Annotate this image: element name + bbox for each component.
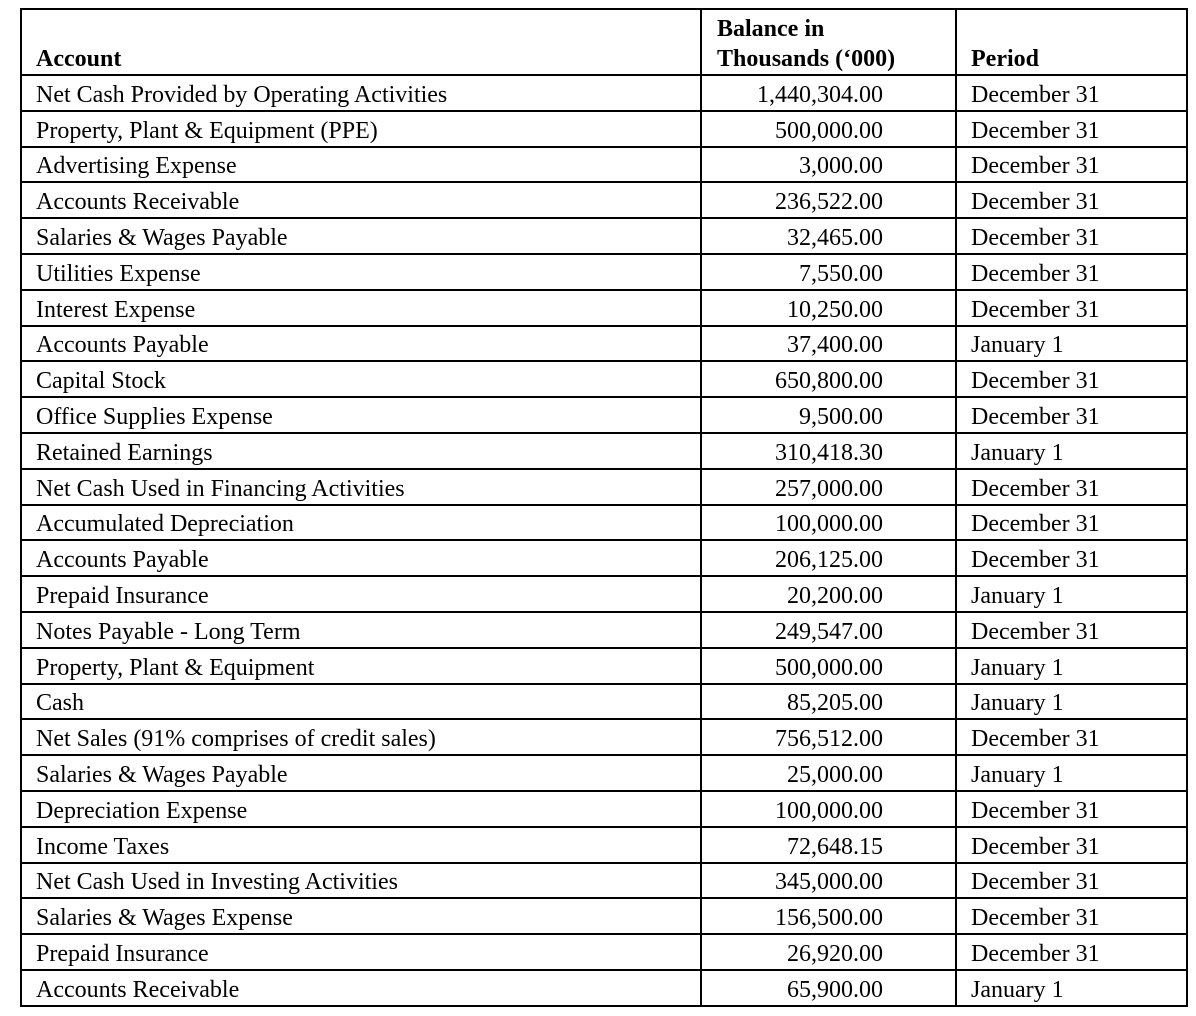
cell-account: Prepaid Insurance — [21, 934, 701, 970]
cell-period: December 31 — [956, 147, 1187, 183]
account-balance-table — [20, 8, 1188, 1007]
table-header-row — [21, 9, 1187, 75]
table-row — [21, 791, 1187, 827]
table-row — [21, 397, 1187, 433]
cell-account: Net Cash Used in Financing Activities — [21, 469, 701, 505]
cell-account: Depreciation Expense — [21, 791, 701, 827]
cell-balance: 756,512.00 — [701, 719, 956, 755]
table-row — [21, 863, 1187, 899]
cell-balance: 156,500.00 — [701, 898, 956, 934]
cell-period: December 31 — [956, 397, 1187, 433]
cell-account: Office Supplies Expense — [21, 397, 701, 433]
cell-period: December 31 — [956, 254, 1187, 290]
cell-balance: 25,000.00 — [701, 755, 956, 791]
cell-balance: 26,920.00 — [701, 934, 956, 970]
cell-account: Property, Plant & Equipment — [21, 648, 701, 684]
cell-account: Salaries & Wages Expense — [21, 898, 701, 934]
cell-account: Notes Payable - Long Term — [21, 612, 701, 648]
cell-period: January 1 — [956, 576, 1187, 612]
cell-period: January 1 — [956, 684, 1187, 720]
cell-balance: 3,000.00 — [701, 147, 956, 183]
table-row — [21, 719, 1187, 755]
cell-period: December 31 — [956, 290, 1187, 326]
cell-period: December 31 — [956, 540, 1187, 576]
cell-period: December 31 — [956, 719, 1187, 755]
cell-balance: 236,522.00 — [701, 182, 956, 218]
table-row — [21, 111, 1187, 147]
header-balance — [701, 9, 956, 75]
cell-balance: 206,125.00 — [701, 540, 956, 576]
cell-period: January 1 — [956, 755, 1187, 791]
cell-account: Accounts Payable — [21, 540, 701, 576]
cell-account: Net Cash Provided by Operating Activities — [21, 75, 701, 111]
table-row — [21, 469, 1187, 505]
cell-account: Accounts Receivable — [21, 970, 701, 1006]
cell-balance: 500,000.00 — [701, 111, 956, 147]
cell-balance: 65,900.00 — [701, 970, 956, 1006]
cell-period: January 1 — [956, 970, 1187, 1006]
header-account: Account — [21, 9, 701, 75]
table-row — [21, 612, 1187, 648]
cell-account: Utilities Expense — [21, 254, 701, 290]
cell-period: December 31 — [956, 111, 1187, 147]
table-row — [21, 505, 1187, 541]
cell-balance: 20,200.00 — [701, 576, 956, 612]
cell-balance: 310,418.30 — [701, 433, 956, 469]
table-row — [21, 540, 1187, 576]
cell-account: Salaries & Wages Payable — [21, 755, 701, 791]
cell-period: December 31 — [956, 182, 1187, 218]
cell-account: Property, Plant & Equipment (PPE) — [21, 111, 701, 147]
cell-period: December 31 — [956, 75, 1187, 111]
cell-balance: 650,800.00 — [701, 361, 956, 397]
cell-account: Salaries & Wages Payable — [21, 218, 701, 254]
cell-account: Advertising Expense — [21, 147, 701, 183]
cell-balance: 1,440,304.00 — [701, 75, 956, 111]
cell-balance: 85,205.00 — [701, 684, 956, 720]
table-row — [21, 433, 1187, 469]
cell-account: Cash — [21, 684, 701, 720]
table-row — [21, 934, 1187, 970]
table-row — [21, 898, 1187, 934]
table-row — [21, 254, 1187, 290]
header-period: Period — [956, 9, 1187, 75]
cell-period: December 31 — [956, 791, 1187, 827]
cell-balance: 10,250.00 — [701, 290, 956, 326]
cell-balance: 7,550.00 — [701, 254, 956, 290]
cell-account: Accumulated Depreciation — [21, 505, 701, 541]
cell-period: December 31 — [956, 827, 1187, 863]
cell-account: Accounts Payable — [21, 326, 701, 362]
cell-balance: 100,000.00 — [701, 791, 956, 827]
cell-period: December 31 — [956, 218, 1187, 254]
cell-account: Income Taxes — [21, 827, 701, 863]
cell-period: January 1 — [956, 433, 1187, 469]
cell-account: Retained Earnings — [21, 433, 701, 469]
table-row — [21, 755, 1187, 791]
cell-balance: 72,648.15 — [701, 827, 956, 863]
table-row — [21, 182, 1187, 218]
table-row — [21, 684, 1187, 720]
cell-balance: 32,465.00 — [701, 218, 956, 254]
table-row — [21, 326, 1187, 362]
cell-account: Prepaid Insurance — [21, 576, 701, 612]
table-row — [21, 290, 1187, 326]
table-row — [21, 970, 1187, 1006]
cell-balance: 9,500.00 — [701, 397, 956, 433]
table-row — [21, 648, 1187, 684]
table-row — [21, 827, 1187, 863]
cell-balance: 345,000.00 — [701, 863, 956, 899]
table-row — [21, 75, 1187, 111]
cell-period: December 31 — [956, 934, 1187, 970]
cell-account: Capital Stock — [21, 361, 701, 397]
table-row — [21, 147, 1187, 183]
cell-period: December 31 — [956, 469, 1187, 505]
cell-balance: 249,547.00 — [701, 612, 956, 648]
cell-balance: 100,000.00 — [701, 505, 956, 541]
cell-balance: 257,000.00 — [701, 469, 956, 505]
header-balance-line1: Balance in — [717, 16, 825, 42]
cell-account: Interest Expense — [21, 290, 701, 326]
cell-period: December 31 — [956, 898, 1187, 934]
header-balance-line2: Thousands (‘000) — [717, 46, 896, 72]
cell-period: December 31 — [956, 505, 1187, 541]
table-row — [21, 218, 1187, 254]
cell-balance: 500,000.00 — [701, 648, 956, 684]
cell-account: Net Sales (91% comprises of credit sales) — [21, 719, 701, 755]
cell-account: Accounts Receivable — [21, 182, 701, 218]
cell-balance: 37,400.00 — [701, 326, 956, 362]
cell-period: December 31 — [956, 361, 1187, 397]
cell-period: December 31 — [956, 612, 1187, 648]
table-row — [21, 576, 1187, 612]
cell-period: January 1 — [956, 648, 1187, 684]
cell-account: Net Cash Used in Investing Activities — [21, 863, 701, 899]
cell-period: December 31 — [956, 863, 1187, 899]
table-row — [21, 361, 1187, 397]
cell-period: January 1 — [956, 326, 1187, 362]
